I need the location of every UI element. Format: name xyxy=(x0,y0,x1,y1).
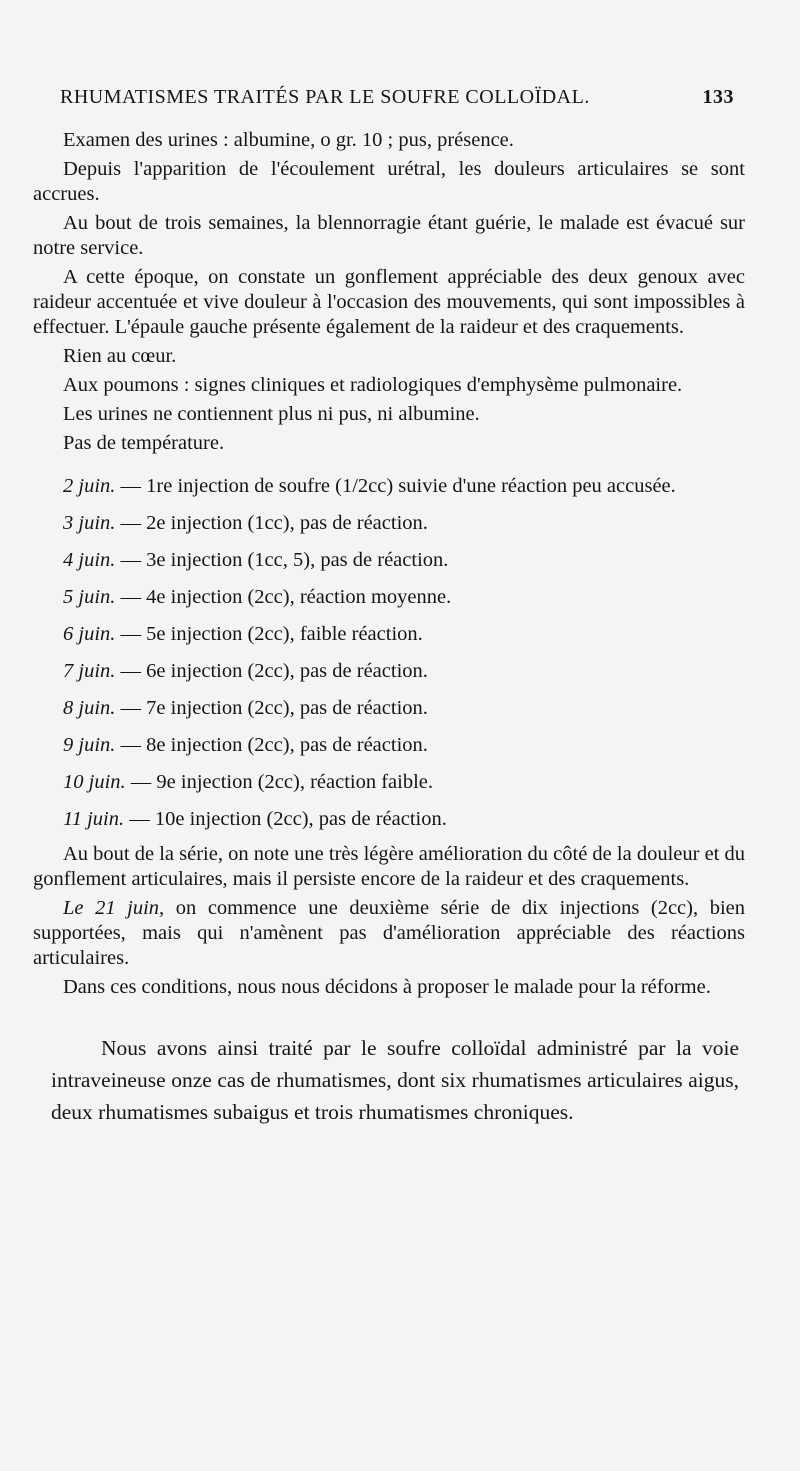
paragraph xyxy=(33,975,745,1000)
entry-date: 2 juin. xyxy=(63,475,116,497)
injection-entry xyxy=(33,474,745,499)
injection-entry xyxy=(33,511,745,536)
paragraph: A cette époque, on constate un gonflement appréciable des deux genoux avec raideur accentuée et vive douleur à l'occasion des mouvements, qui sont impossibles à effectuer. L'épaule gauche présente également de la raideur et des craquements. xyxy=(33,266,745,338)
page-number: 133 xyxy=(702,86,734,108)
entry-text: — 1re injection de soufre (1/2cc) suivie d'une réaction peu accusée. xyxy=(115,475,676,497)
entry-text: — 7e injection (2cc), pas de réaction. xyxy=(115,697,428,719)
entry-date: 5 juin. xyxy=(63,586,116,608)
entry-date: 4 juin. xyxy=(63,549,116,571)
entry-date: 7 juin. xyxy=(63,660,116,682)
entry-text: — 4e injection (2cc), réaction moyenne. xyxy=(115,586,452,608)
paragraph: Pas de température. xyxy=(63,432,225,454)
injection-entry xyxy=(33,807,745,832)
entry-text: — 2e injection (1cc), pas de réaction. xyxy=(115,512,428,534)
injection-entry xyxy=(33,622,745,647)
entry-text: — 3e injection (1cc, 5), pas de réaction. xyxy=(115,549,449,571)
paragraph: Au bout de trois semaines, la blennorragie étant guérie, le malade est évacué sur notre service. xyxy=(33,212,745,259)
entry-date: 8 juin. xyxy=(63,697,116,719)
paragraph: Examen des urines : albumine, o gr. 10 ; pus, présence. xyxy=(63,129,514,151)
conclusion-paragraph: Nous avons ainsi traité par le soufre colloïdal administré par la voie intraveineuse onze cas de rhumatismes, dont six rhumatismes articulaires aigus, deux rhumatismes subaigus et trois rhumatismes chroniques. xyxy=(51,1036,739,1124)
paragraph: Les urines ne contiennent plus ni pus, ni albumine. xyxy=(63,403,480,425)
paragraph-text: on commence une deuxième série de dix injections (2cc), bien supportées, mais qui n'amènent pas d'amélioration appréciable des réactions articulaires. xyxy=(33,897,745,969)
injection-entry xyxy=(33,585,745,610)
paragraph xyxy=(33,842,745,892)
paragraph-lead: Le 21 juin, xyxy=(63,897,165,919)
entry-text: — 8e injection (2cc), pas de réaction. xyxy=(115,734,428,756)
injection-entry xyxy=(33,696,745,721)
injection-entry xyxy=(33,733,745,758)
entry-text: — 10e injection (2cc), pas de réaction. xyxy=(124,808,447,830)
paragraph: Aux poumons : signes cliniques et radiologiques d'emphysème pulmonaire. xyxy=(63,374,683,396)
entry-date: 11 juin. xyxy=(63,808,125,830)
entry-text: — 6e injection (2cc), pas de réaction. xyxy=(115,660,428,682)
injection-entry xyxy=(33,548,745,573)
entry-text: — 5e injection (2cc), faible réaction. xyxy=(115,623,423,645)
page-body xyxy=(33,128,745,1128)
paragraph-text: Dans ces conditions, nous nous décidons à proposer le malade pour la réforme. xyxy=(63,976,711,998)
entry-date: 9 juin. xyxy=(63,734,116,756)
paragraph: Rien au cœur. xyxy=(63,345,177,367)
paragraph: Depuis l'apparition de l'écoulement urétral, les douleurs articulaires se sont accrues. xyxy=(33,158,745,205)
entry-date: 10 juin. xyxy=(63,771,126,793)
paragraph-text: Au bout de la série, on note une très légère amélioration du côté de la douleur et du gonflement articulaires, mais il persiste encore de la raideur et des craquements. xyxy=(33,843,745,890)
running-title: RHUMATISMES TRAITÉS PAR LE SOUFRE COLLOÏDAL. xyxy=(60,86,590,108)
injection-entry xyxy=(33,659,745,684)
entry-date: 3 juin. xyxy=(63,512,116,534)
injection-entry xyxy=(33,770,745,795)
entry-date: 6 juin. xyxy=(63,623,116,645)
entry-text: — 9e injection (2cc), réaction faible. xyxy=(125,771,434,793)
paragraph xyxy=(33,896,745,971)
